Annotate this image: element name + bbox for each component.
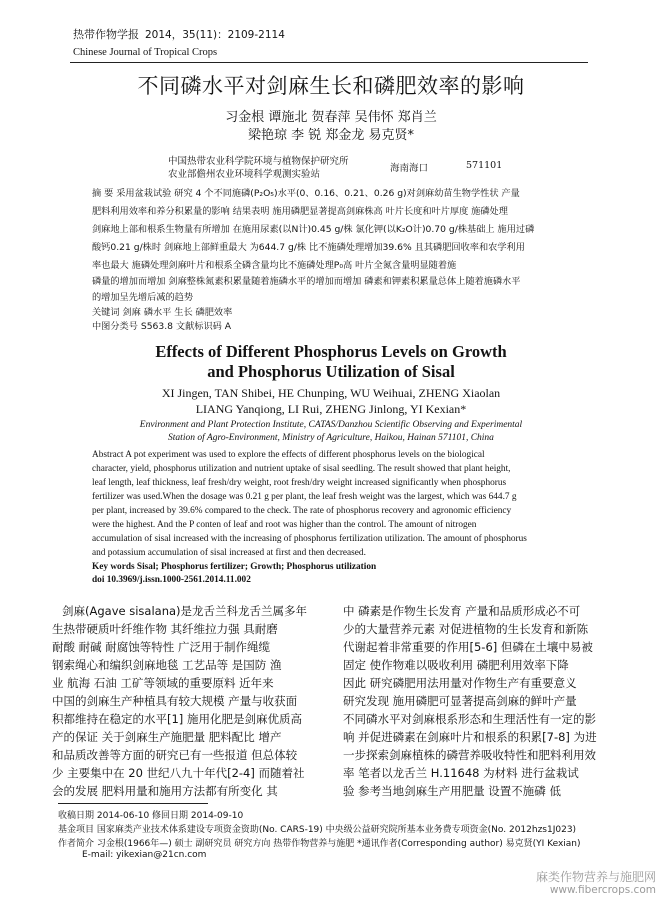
affiliation-cn-line-2: 农业部儋州农业环境科学观测实验站 (168, 169, 321, 180)
doi: doi 10.3969/j.issn.1000-2561.2014.11.002 (92, 575, 251, 585)
abstract-en-line: were the highest. And the P conten of leaf and root was higher than the control. The amount of nitrogen (92, 520, 477, 530)
abstract-en-line: character, yield, phosphorus utilization and nutrient uptake of sisal seedling. The result showed that plant height, (92, 464, 511, 474)
keywords-cn: 关键词 剑麻 磷水平 生长 磷肥效率 (92, 307, 233, 318)
body-right-line: 中 磷素是作物生长发育 产量和品质形成必不可 (343, 604, 581, 618)
body-right-line: 固定 使作物难以吸收利用 磷肥利用效率下降 (343, 658, 569, 672)
affiliation-en-line-2: Station of Agro-Environment, Ministry of Agriculture, Haikou, Hainan 571101, China (168, 433, 494, 443)
abstract-en-line: leaf length, leaf thickness, leaf fresh/dry weight, root fresh/dry weight increased significantly when phosphorus (92, 478, 507, 488)
watermark-cn: 麻类作物营养与施肥网 (535, 870, 656, 884)
body-right-line: 因此 研究磷肥用法用量对作物生产有重要意义 (343, 676, 577, 690)
footnote-line: E-mail: yikexian@21cn.com (82, 850, 207, 860)
abstract-en-line: per plant, increased by 39.6% compared to the check. The rate of phosphorus recovery and agronomic efficiency (92, 506, 512, 516)
header-journal-cn: 热带作物学报 (73, 28, 139, 41)
body-right-line: 响 并促进磷素在剑麻叶片和根系的积累[7-8] 为进 (343, 730, 597, 744)
body-left-line: 剑麻(Agave sisalana)是龙舌兰科龙舌兰属多年 (62, 604, 308, 618)
abstract-cn-line: 磷量的增加而增加 剑麻整株氮素积累量随着施磷水平的增加而增加 磷素和钾素积累量总体上随着施磷水平 (92, 276, 521, 287)
page-title-cn: 不同磷水平对剑麻生长和磷肥效率的影响 (137, 74, 525, 98)
authors-en-line-2: LIANG Yanqiong, LI Rui, ZHENG Jinlong, YI Kexian* (195, 402, 467, 416)
affiliation-cn-city: 海南海口 (390, 163, 429, 174)
footnote-rule (58, 803, 208, 804)
footnote-line: 收稿日期 2014-06-10 修回日期 2014-09-10 (58, 811, 244, 821)
abstract-cn-line: 摘 要 采用盆栽试验 研究 4 个不同施磷(P₂O₅)水平(0、0.16、0.21、0.26 g)对剑麻幼苗生物学性状 产量 (92, 188, 520, 199)
abstract-cn-line: 剑麻地上部和根系生物量有所增加 在施用尿素(以N计)0.45 g/株 氯化钾(以K₂O计)0.70 g/株基础上 施用过磷 (92, 224, 535, 235)
body-left-line: 业 航海 石油 工矿等领域的重要原料 近年来 (52, 676, 274, 690)
body-right-line: 研究发现 施用磷肥可显著提高剑麻的鲜叶产量 (343, 694, 577, 708)
header-citation: 2014，35(11)：2109-2114 (145, 29, 285, 41)
keywords-en: Key words Sisal; Phosphorus fertilizer; Growth; Phosphorus utilization (92, 562, 377, 572)
affiliation-cn-postcode: 571101 (466, 160, 503, 171)
abstract-cn-line: 率也最大 施磷处理剑麻叶片和根系全磷含量均比不施磷处理P₀高 叶片全氮含量明显随着施 (92, 260, 457, 271)
body-left-line: 积都维持在稳定的水平[1] 施用化肥是剑麻优质高 (52, 712, 302, 726)
body-right-line: 代谢起着非常重要的作用[5-6] 但磷在土壤中易被 (343, 640, 593, 654)
body-left-line: 中国的剑麻生产种植具有较大规模 产量与收获面 (52, 694, 298, 708)
abstract-cn-line: 酸钙0.21 g/株时 剑麻地上部鲜重最大 为644.7 g/株 比不施磷处理增加39.6% 且其磷肥回收率和农学利用 (92, 242, 525, 253)
footnote-line: 作者简介 习金根(1966年—) 硕士 副研究员 研究方向 热带作物营养与施肥 *通讯作者(Corresponding author) 易克贤(YI Kexian) (58, 839, 581, 849)
title-en-line-1: Effects of Different Phosphorus Levels on Growth (155, 342, 507, 361)
header-rule (70, 62, 588, 63)
authors-cn-line-1: 习金根 谭施北 贺春萍 吴伟怀 郑肖兰 (225, 110, 437, 125)
body-right-line: 率 笔者以龙舌兰 H.11648 为材料 进行盆栽试 (343, 766, 579, 780)
body-left-line: 少 主要集中在 20 世纪八九十年代[2-4] 而随着社 (52, 766, 305, 780)
body-right-line: 少的大量营养元素 对促进植物的生长发育和新陈 (343, 622, 589, 636)
body-left-line: 会的发展 肥料用量和施用方法都有所变化 其 (52, 784, 278, 798)
body-right-line: 一步探索剑麻植株的磷营养吸收特性和肥料利用效 (343, 748, 596, 762)
abstract-en-line: Abstract A pot experiment was used to explore the effects of different phosphorus levels on the biological (92, 450, 485, 460)
body-right-line: 验 参考当地剑麻生产用肥量 设置不施磷 低 (343, 784, 561, 798)
body-left-line: 生热带硬质叶纤维作物 其纤维拉力强 具耐磨 (52, 622, 278, 636)
footnote-line: 基金项目 国家麻类产业技术体系建设专项资金资助(No. CARS-19) 中央级公益研究院所基本业务费专项资金(No. 2012hzs1J023) (58, 825, 577, 835)
clc-cn: 中图分类号 S563.8 文献标识码 A (92, 321, 232, 332)
abstract-en-line: accumulation of sisal increased with the increasing of phosphorus fertilization utilization. The amount of phosphorus (92, 534, 527, 544)
affiliation-en-line-1: Environment and Plant Protection Institute, CATAS/Danzhou Scientific Observing and Experimental (139, 420, 523, 430)
abstract-en-line: fertilizer was used.When the dosage was 0.21 g per plant, the leaf fresh weight was the largest, which was 644.7 g (92, 492, 517, 502)
header-journal-en: Chinese Journal of Tropical Crops (73, 47, 218, 58)
abstract-en-line: and potassium accumulation of sisal increased at first and then decreased. (92, 548, 366, 558)
watermark-en: www.fibercrops.com (549, 884, 656, 896)
title-en-line-2: and Phosphorus Utilization of Sisal (207, 362, 455, 381)
authors-en-line-1: XI Jingen, TAN Shibei, HE Chunping, WU Weihuai, ZHENG Xiaolan (161, 386, 501, 400)
body-right-line: 不同磷水平对剑麻根系形态和生理活性有一定的影 (343, 712, 596, 726)
abstract-cn-line: 的增加呈先增后减的趋势 (92, 292, 194, 303)
body-left-line: 产的保证 关于剑麻生产施肥量 肥料配比 增产 (52, 730, 282, 744)
body-left-line: 和品质改善等方面的研究已有一些报道 但总体较 (52, 748, 298, 762)
body-left-line: 耐酸 耐碱 耐腐蚀等特性 广泛用于制作绳缆 (52, 640, 270, 654)
authors-cn-line-2: 梁艳琼 李 锐 郑金龙 易克贤* (247, 128, 415, 143)
affiliation-cn-line-1: 中国热带农业科学院环境与植物保护研究所 (168, 156, 349, 167)
abstract-cn-line: 肥料利用效率和养分积累量的影响 结果表明 施用磷肥显著提高剑麻株高 叶片长度和叶片厚度 施磷处理 (92, 206, 508, 217)
body-left-line: 钢索绳心和编织剑麻地毯 工艺品等 是国防 渔 (52, 658, 282, 672)
